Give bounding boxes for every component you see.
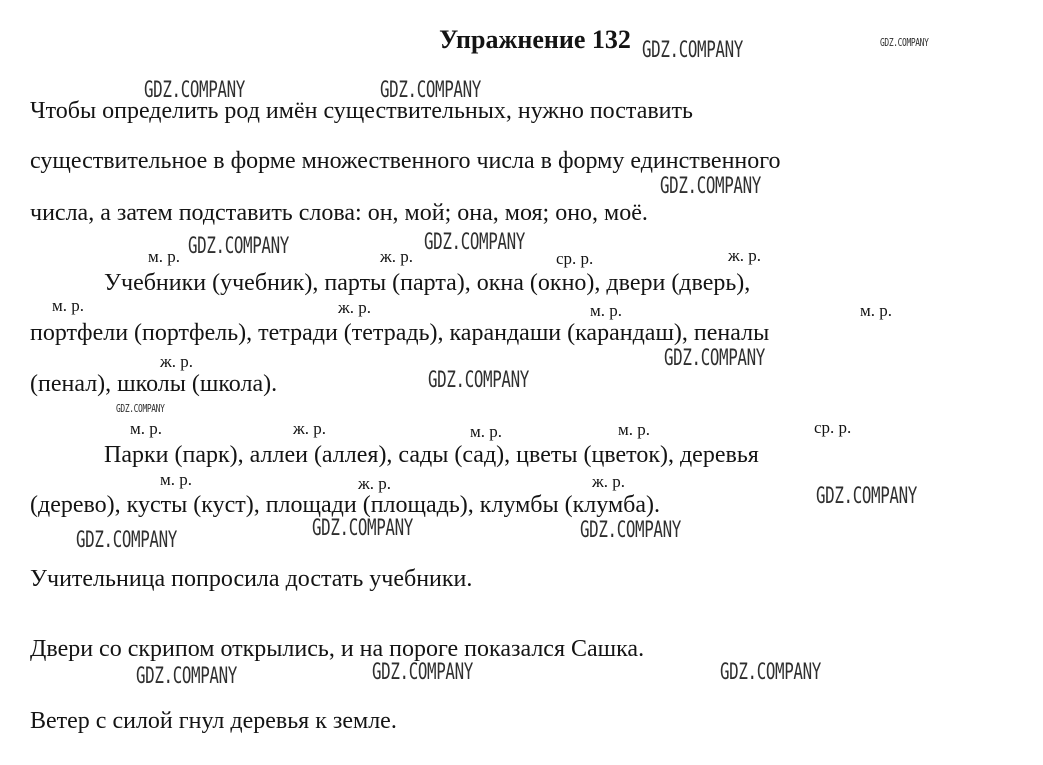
group1-line-1: Учебники (учебник), парты (парта), окна (окно), двери (дверь), bbox=[104, 270, 751, 296]
gender-mark: ж. р. bbox=[293, 419, 326, 438]
rule-line-2: существительное в форме множественного числа в форму единственного bbox=[30, 148, 781, 174]
gender-mark: м. р. bbox=[130, 419, 163, 438]
gender-mark: м. р. bbox=[860, 301, 893, 320]
watermark: GDZ.COMPANY bbox=[642, 38, 743, 63]
gender-mark: ср. р. bbox=[556, 249, 594, 268]
gender-mark: ср. р. bbox=[814, 418, 852, 437]
gender-mark: ж. р. bbox=[358, 474, 391, 493]
gender-mark: м. р. bbox=[148, 247, 181, 266]
watermark: GDZ.COMPANY bbox=[312, 516, 413, 541]
watermark: GDZ.COMPANY bbox=[380, 78, 481, 103]
watermark: GDZ.COMPANY bbox=[720, 660, 821, 685]
watermark: GDZ.COMPANY bbox=[424, 230, 525, 255]
gender-mark: ж. р. bbox=[338, 298, 371, 317]
watermark: GDZ.COMPANY bbox=[664, 346, 765, 371]
exercise-title: Упражнение 132 bbox=[439, 25, 631, 54]
gender-mark: м. р. bbox=[52, 296, 85, 315]
group1-line-2: портфели (портфель), тетради (тетрадь), карандаши (карандаш), пеналы bbox=[30, 320, 770, 346]
group2-line-1: Парки (парк), аллеи (аллея), сады (сад), цветы (цветок), деревья bbox=[104, 442, 759, 468]
gender-mark: м. р. bbox=[618, 420, 651, 439]
watermark: GDZ.COMPANY bbox=[660, 174, 761, 199]
group1-line-3: (пенал), школы (школа). bbox=[30, 371, 278, 397]
gender-mark: ж. р. bbox=[160, 352, 193, 371]
watermark: GDZ.COMPANY bbox=[76, 528, 177, 553]
gender-mark: м. р. bbox=[470, 422, 503, 441]
sentence-1: Учительница попросила достать учебники. bbox=[30, 566, 473, 592]
watermark: GDZ.COMPANY bbox=[188, 234, 289, 259]
gender-mark: м. р. bbox=[160, 470, 193, 489]
group2-line-2: (дерево), кусты (куст), площади (площадь), клумбы (клумба). bbox=[30, 492, 660, 518]
watermark: GDZ.COMPANY bbox=[880, 36, 929, 49]
gender-mark: ж. р. bbox=[728, 246, 761, 265]
rule-line-1: Чтобы определить род имён существительных, нужно поставить bbox=[30, 98, 693, 124]
watermark: GDZ.COMPANY bbox=[144, 78, 245, 103]
watermark: GDZ.COMPANY bbox=[116, 402, 165, 415]
watermark: GDZ.COMPANY bbox=[372, 660, 473, 685]
watermark: GDZ.COMPANY bbox=[580, 518, 681, 543]
gender-mark: ж. р. bbox=[380, 247, 413, 266]
watermark: GDZ.COMPANY bbox=[136, 664, 237, 689]
watermark: GDZ.COMPANY bbox=[428, 368, 529, 393]
watermark: GDZ.COMPANY bbox=[816, 484, 917, 509]
gender-mark: ж. р. bbox=[592, 472, 625, 491]
sentence-3: Ветер с силой гнул деревья к земле. bbox=[30, 708, 397, 734]
sentence-2: Двери со скрипом открылись, и на пороге показался Сашка. bbox=[30, 636, 645, 662]
gender-mark: м. р. bbox=[590, 301, 623, 320]
rule-line-3: числа, а затем подставить слова: он, мой; она, моя; оно, моё. bbox=[30, 200, 648, 226]
